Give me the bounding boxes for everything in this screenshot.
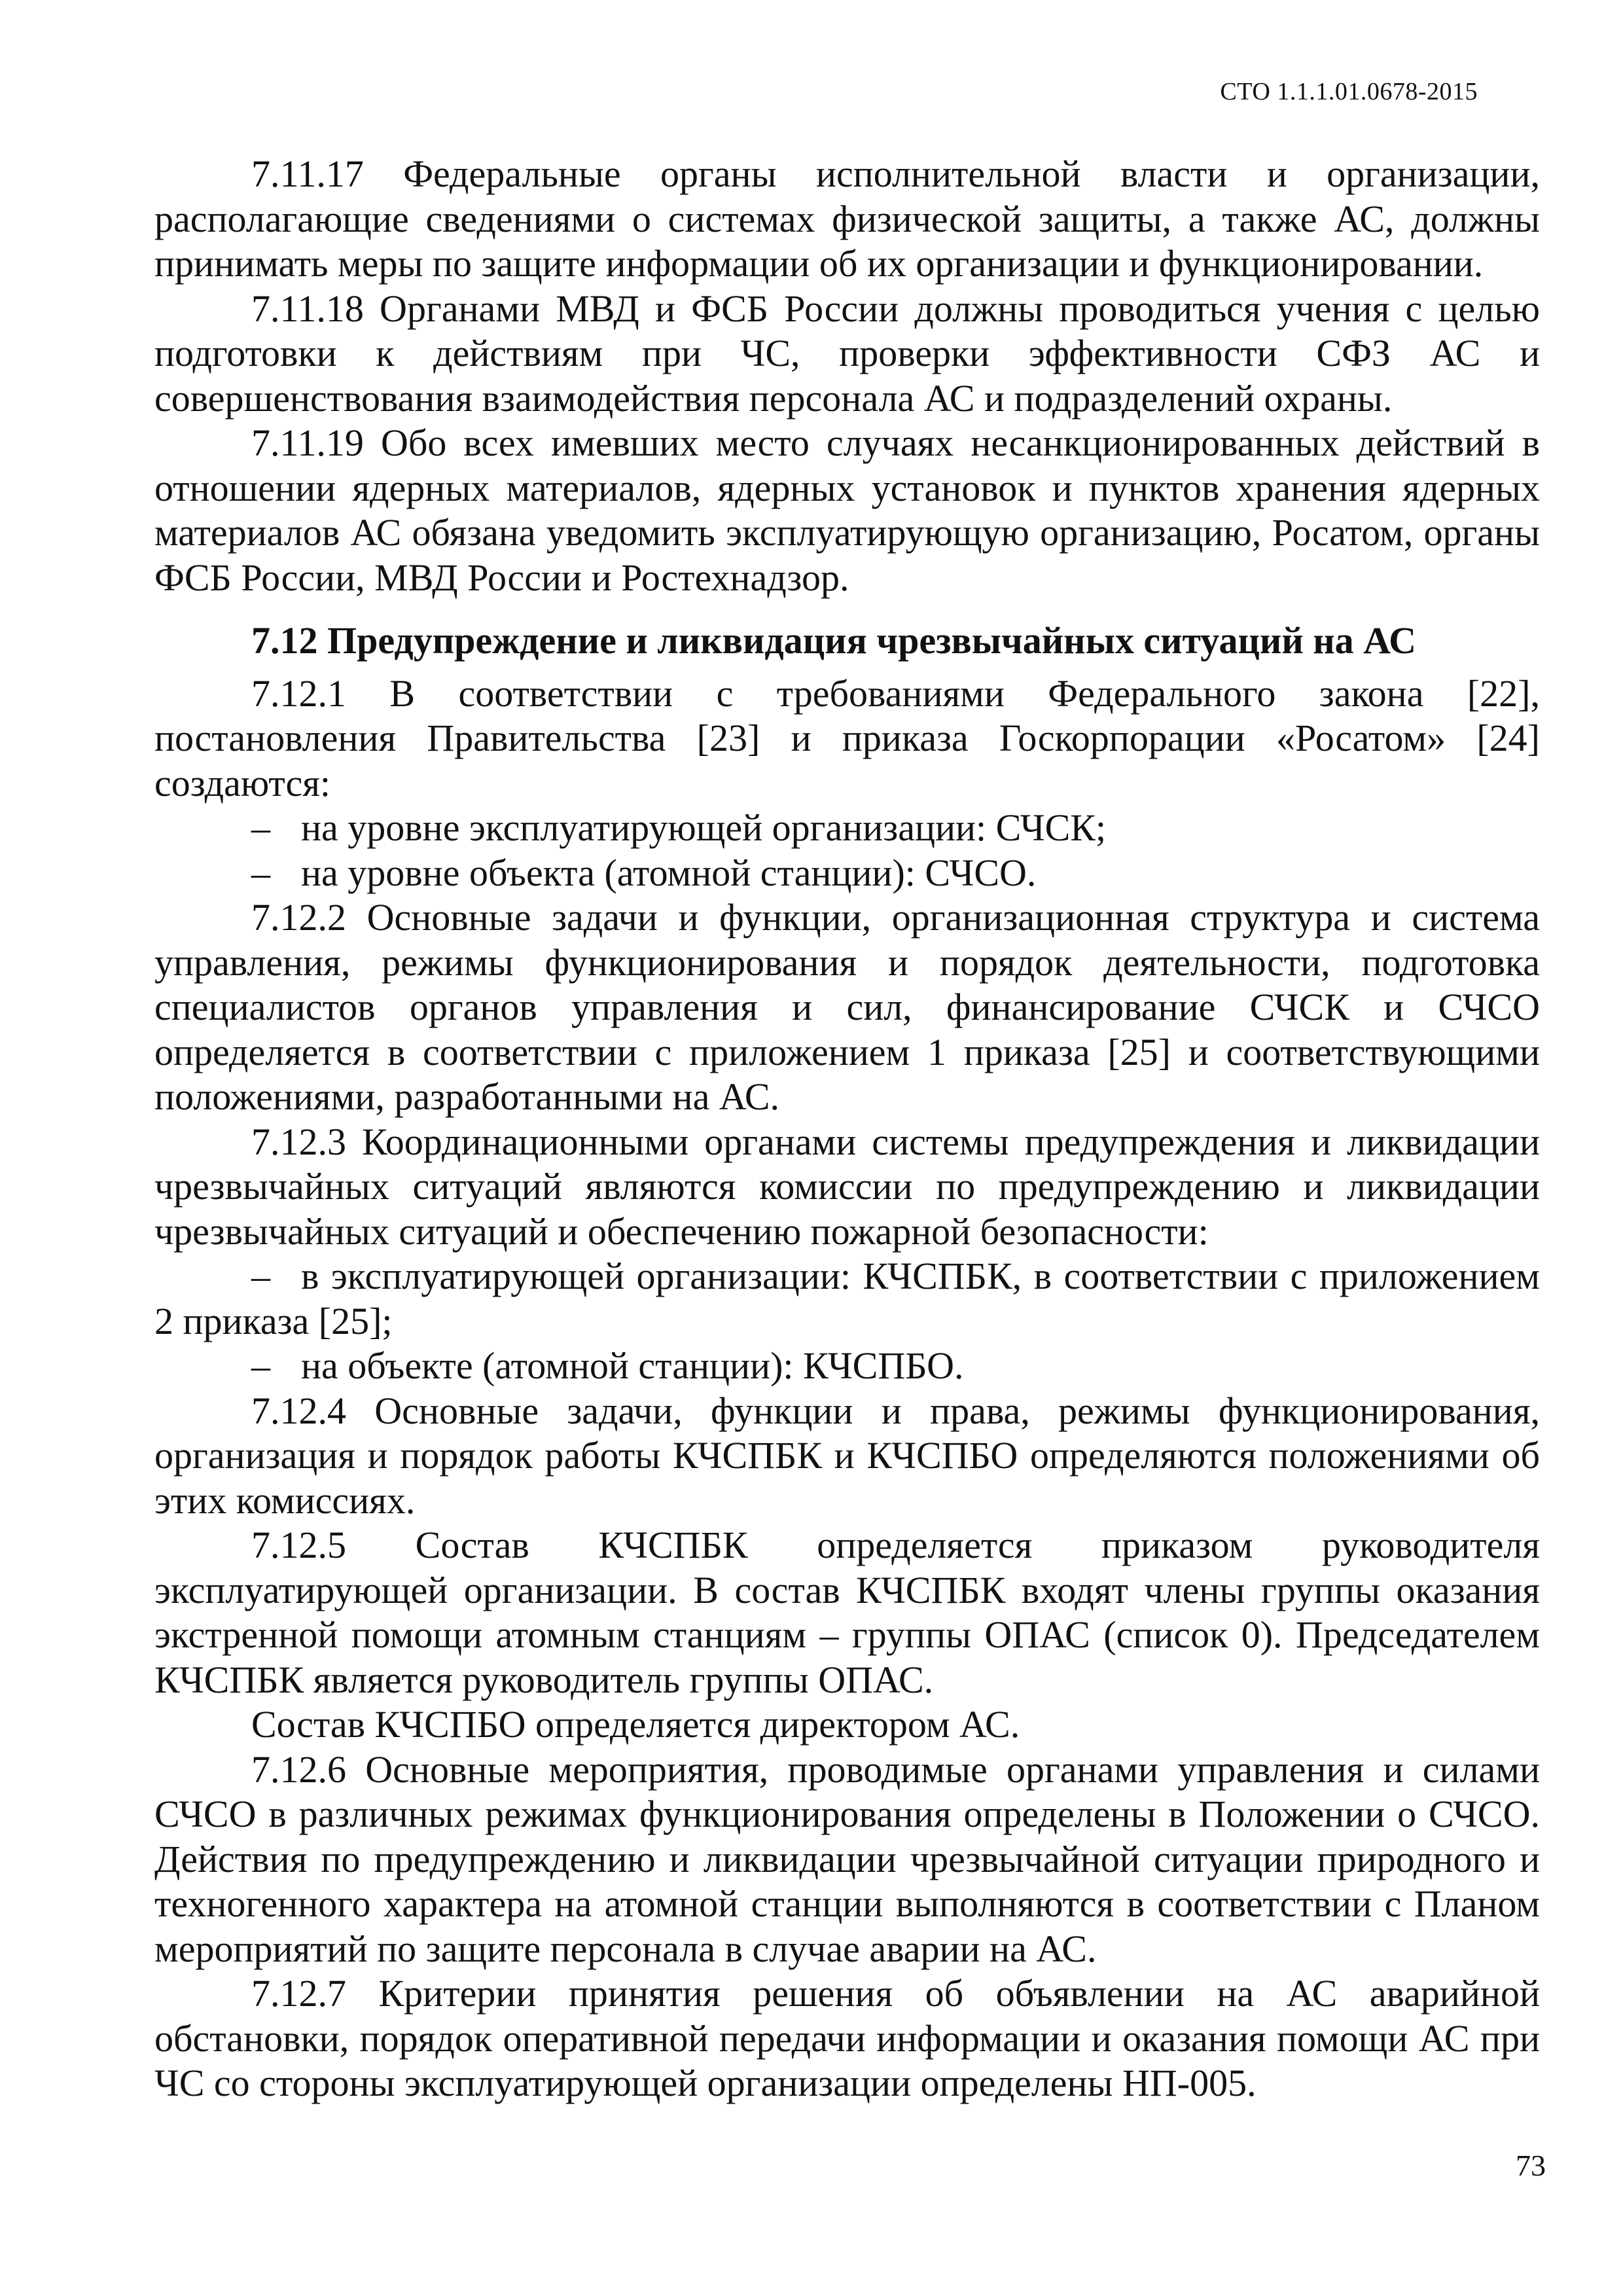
paragraph-7-12-2: 7.12.2 Основные задачи и функции, организационная структура и система управления, режимы функционирования и порядок деятельности, подготовка специалистов органов управления и сил, финансирование СЧСК и СЧСО определяется в соответствии с приложением 1 приказа [25] и соответствующими положениями, разработанными на АС.: [154, 896, 1540, 1118]
list-item-text: в эксплуатирующей организации: КЧСПБК, в соответствии с приложением 2 приказа [25];: [154, 1255, 1540, 1342]
paragraph-7-12-4: 7.12.4 Основные задачи, функции и права, режимы функционирования, организация и порядок работы КЧСПБК и КЧСПБО определяются положениями об этих комиссиях.: [154, 1389, 1540, 1522]
list-item-text: на объекте (атомной станции): КЧСПБО.: [301, 1344, 964, 1387]
paragraph-7-12-5: 7.12.5 Состав КЧСПБК определяется приказом руководителя эксплуатирующей организации. В состав КЧСПБК входят члены группы оказания экстренной помощи атомным станциям – группы ОПАС (список 0). Председателем КЧСПБК является руководитель группы ОПАС.: [154, 1524, 1540, 1701]
document-code-header: СТО 1.1.1.01.0678-2015: [1220, 78, 1478, 105]
section-heading-7-12: 7.12 Предупреждение и ликвидация чрезвычайных ситуаций на АС: [251, 619, 1417, 662]
dash-marker: –: [251, 1344, 270, 1387]
dash-marker: –: [251, 1255, 270, 1297]
page-number: 73: [1516, 2149, 1546, 2182]
list-item: [154, 806, 1540, 851]
paragraph-7-12-3: 7.12.3 Координационными органами системы предупреждения и ликвидации чрезвычайных ситуаций являются комиссии по предупреждению и ликвидации чрезвычайных ситуаций и обеспечению пожарной безопасности:: [154, 1120, 1540, 1253]
dash-marker: –: [251, 806, 270, 849]
paragraph-7-11-19: 7.11.19 Обо всех имевших место случаях несанкционированных действий в отношении ядерных материалов, ядерных установок и пунктов хранения ядерных материалов АС обязана уведомить эксплуатирующую организацию, Росатом, органы ФСБ России, МВД России и Ростехнадзор.: [154, 422, 1540, 599]
paragraph-7-12-7: 7.12.7 Критерии принятия решения об объявлении на АС аварийной обстановки, порядок оперативной передачи информации и оказания помощи АС при ЧС со стороны эксплуатирующей организации определены НП-005.: [154, 1972, 1540, 2104]
list-item: [154, 851, 1540, 896]
paragraph-kchspbo: Состав КЧСПБО определяется директором АС.: [251, 1703, 1020, 1746]
list-item: [154, 1254, 1540, 1344]
paragraph-7-12-1: 7.12.1 В соответствии с требованиями Федерального закона [22], постановления Правительства [23] и приказа Госкорпорации «Росатом» [24] создаются:: [154, 672, 1540, 804]
paragraph-7-11-17: 7.11.17 Федеральные органы исполнительной власти и организации, располагающие сведениями о системах физической защиты, а также АС, должны принимать меры по защите информации об их организации и функционировании.: [154, 152, 1540, 285]
list-item-text: на уровне объекта (атомной станции): СЧСО.: [301, 851, 1037, 894]
dash-marker: –: [251, 851, 270, 894]
paragraph-7-11-18: 7.11.18 Органами МВД и ФСБ России должны проводиться учения с целью подготовки к действиям при ЧС, проверки эффективности СФЗ АС и совершенствования взаимодействия персонала АС и подразделений охраны.: [154, 287, 1540, 420]
list-item: [154, 1344, 1540, 1389]
list-item-text: на уровне эксплуатирующей организации: СЧСК;: [301, 806, 1107, 849]
paragraph-7-12-6: 7.12.6 Основные мероприятия, проводимые органами управления и силами СЧСО в различных режимах функционирования определены в Положении о СЧСО. Действия по предупреждению и ликвидации чрезвычайной ситуации природного и техногенного характера на атомной станции выполняются в соответствии с Планом мероприятий по защите персонала в случае аварии на АС.: [154, 1748, 1540, 1970]
document-body: [154, 152, 1540, 2106]
